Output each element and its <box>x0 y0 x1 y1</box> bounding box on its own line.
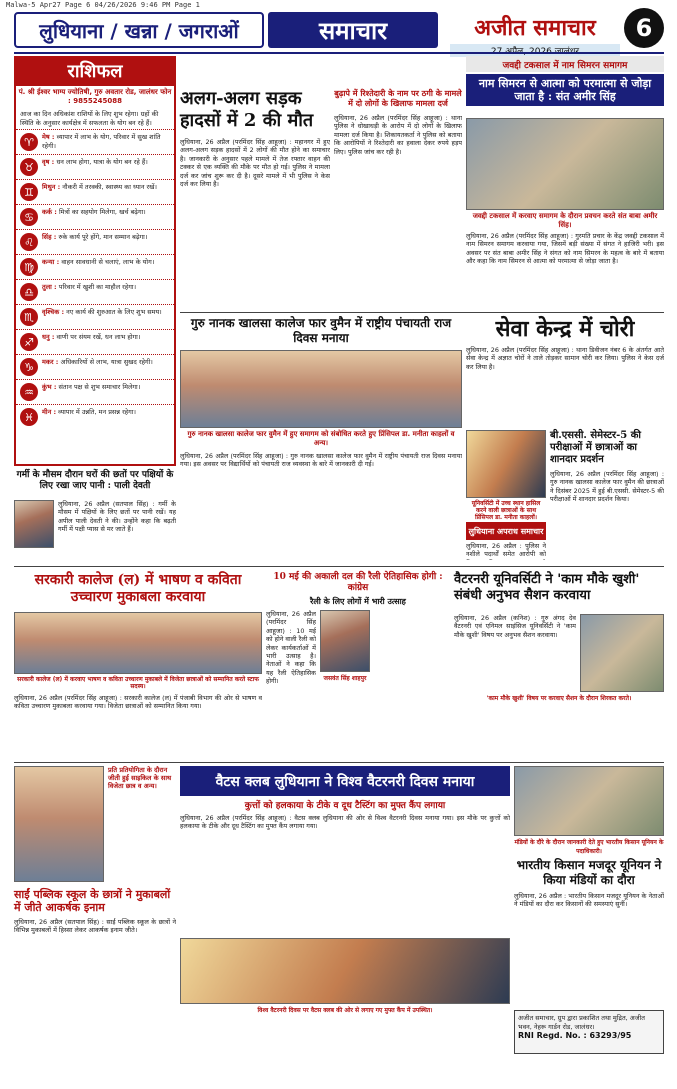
debate-photo <box>14 612 262 674</box>
akali-sub: रैली के लिए लोगों में भारी उत्साह <box>310 596 406 606</box>
footer-box <box>514 1010 664 1054</box>
diwas-headline: गुरु नानक खालसा कालेज फार वुमैन में राष्ट्रीय पंचायती राज दिवस मनाया <box>190 316 452 345</box>
rashifal-item <box>16 304 174 329</box>
samagam-body: लुधियाना, 26 अप्रैल (परमिंदर सिंह आहूजा) : गुरमति प्रचार के केंद्र जवद्दी टकसाल में नाम सिमरन समागम करवाया गया, जिसमें बड़ी संख्या में संगत ने हाजिरी भरी। इस अवसर पर संत बाबा अमीर सिंह ने संगत को नाम सिमरन के महत्व के बारे में बताया और कहा कि नाम सिमरन से आत्मा को परमात्मा से जोड़ा जाता है। <box>466 232 664 266</box>
zodiac-icon: ♏ <box>20 308 38 326</box>
diwas-body: लुधियाना, 26 अप्रैल (परमिंदर सिंह आहूजा) : गुरु नानक खालसा कालेज फार वुमैन में राष्ट्रीय पंचायती राज दिवस मनाया गया। इस अवसर पर विद्यार्थियों को पंचायती राज व्यवस्था के बारे में जानकारी दी गई। <box>180 452 462 469</box>
rashifal-item-name: वृष : <box>42 158 55 166</box>
rashifal-item-desc: नए कार्य की शुरुआत के लिए शुभ समय। <box>66 308 162 316</box>
rashifal-item-name: मिथुन : <box>42 183 61 191</box>
samagam-headline: नाम सिमरन से आत्मा को परमात्मा से जोड़ा जाता है : संत अमीर सिंह <box>466 74 664 106</box>
rashifal-item-desc: रुके कार्य पूरे होंगे, मान सम्मान बढ़ेगा। <box>58 233 148 241</box>
vetday-sub: कुत्तों को हलकाया के टीके व दूध टैस्टिंग का मुफ्त कैंप लगाया <box>244 801 446 811</box>
kisan-caption: मंडियों के दौरे के दौरान जानकारी देते हुए भारतीय किसान यूनियन के पदाधिकारी। <box>514 839 664 855</box>
rashifal-item-desc: वाहन सावधानी से चलाएं, लाभ के योग। <box>61 258 155 266</box>
rashifal-intro: आज का दिन अधिकांश राशियों के लिए शुभ रहेगा। ग्रहों की स्थिति के अनुसार कार्यक्षेत्र में सफलता के योग बन रहे हैं। <box>20 110 159 127</box>
school-caption: प्रति प्रतियोगिता के दौरान जीती हुई साइकिल के साथ विजेता छात्र व अन्य। <box>108 766 172 790</box>
rashifal-item-name: तुला : <box>42 283 57 291</box>
rashifal-item-desc: मित्रों का सहयोग मिलेगा, खर्च बढ़ेगा। <box>58 208 146 216</box>
kisan-body: लुधियाना, 26 अप्रैल : भारतीय किसान मजदूर यूनियन के नेताओं ने मंडियों का दौरा कर किसानों की समस्याएं सुनीं। <box>514 892 664 909</box>
akali-photo <box>320 610 370 672</box>
rashifal-item <box>16 129 174 154</box>
bsc-photo <box>466 430 546 498</box>
akali-caption: जसवंत सिंह शाहपुर <box>323 675 367 682</box>
rashifal-item <box>16 254 174 279</box>
header-rule <box>14 52 664 54</box>
rashifal-item-text <box>42 258 154 267</box>
rashifal-item-desc: नौकरी में तरक्की, स्वास्थ्य का ध्यान रखें। <box>62 183 157 191</box>
brand-name: अजीत समाचार <box>474 15 596 41</box>
rashifal-item-desc: वाणी पर संयम रखें, धन लाभ होगा। <box>56 333 141 341</box>
bsc-caption: यूनिवर्सिटी में उच्च स्थान हासिल करने वाली छात्राओं के साथ प्रिंसिपल डा. मनीता काहलों। <box>471 500 541 521</box>
rashifal-item-text <box>42 283 136 292</box>
rashifal-item-desc: धन लाभ होगा, यात्रा के योग बन रहे हैं। <box>56 158 148 166</box>
rashifal-item-name: मीन : <box>42 408 57 416</box>
rashifal-item-text <box>42 358 153 367</box>
rashifal-item-text <box>42 208 146 217</box>
rashifal-item <box>16 279 174 304</box>
rashifal-title: राशिफल <box>16 58 174 86</box>
vetday-caption: विश्व वैटरनरी दिवस पर वैटस क्लब की ओर से लगाए गए मुफ्त कैंप में उपस्थित। <box>257 1007 433 1014</box>
rashifal-item-name: कुंभ : <box>42 383 57 391</box>
rashifal-item <box>16 379 174 404</box>
rashifal-item-desc: परिवार में खुशी का माहौल रहेगा। <box>58 283 137 291</box>
zodiac-icon: ♍ <box>20 258 38 276</box>
samagam-band: जवद्दी टकसाल में नाम सिमरन समागम <box>466 56 664 72</box>
rashifal-item <box>16 329 174 354</box>
bsc-body: लुधियाना, 26 अप्रैल (परमिंदर सिंह आहूजा) : गुरु नानक खालसा कालेज फार वुमैन की छात्राओं ने दिसंबर 2025 में हुई बी.एससी. सेमेस्टर-5 की परीक्षाओं में शानदार प्रदर्शन किया। <box>550 470 664 504</box>
mid-title: समाचार <box>268 12 438 48</box>
zodiac-icon: ♋ <box>20 208 38 226</box>
arrest-body: लुधियाना, 26 अप्रैल : पुलिस ने नशीले पदार्थों समेत आरोपी को <box>466 542 546 559</box>
vet-body: लुधियाना, 26 अप्रैल (कनिश) : गुरु अंगद देव वैटरनरी एवं एनिमल साइंसिज यूनिवर्सिटी ने 'काम मौके खुशी' विषय पर अनुभव सैशन करवाया। <box>454 614 576 639</box>
zodiac-icon: ♈ <box>20 133 38 151</box>
zodiac-icon: ♒ <box>20 383 38 401</box>
brand-block <box>450 12 620 48</box>
pakhi-body: लुधियाना, 26 अप्रैल (सतपाल सिंह) : गर्मी के मौसम में पक्षियों के लिए छतों पर पानी रखें। यह अपील पाली देवती ने की। उन्होंने कहा कि बढ़ती गर्मी में पक्षी प्यास से मर जाते हैं। <box>58 500 176 534</box>
rashifal-item <box>16 404 174 429</box>
school-body: लुधियाना, 26 अप्रैल (सतपाल सिंह) : साईं पब्लिक स्कूल के छात्रों ने विभिन्न मुकाबलों में हिस्सा लेकर आकर्षक इनाम जीते। <box>14 918 176 935</box>
debate-caption: सरकारी कालेज (ल) में करवाए भाषण व कविता उच्चारण मुकाबले में विजेता छात्राओं को सम्मानित करते स्टाफ सदस्य। <box>17 676 259 690</box>
pakhi-photo <box>14 500 54 548</box>
rashifal-item <box>16 354 174 379</box>
print-meta: Malwa-5 Apr27 Page 6 04/26/2026 9:46 PM Page 1 <box>6 1 200 9</box>
rashifal-box <box>14 56 176 466</box>
rashifal-item-desc: व्यापार में उन्नति, मन प्रसन्न रहेगा। <box>58 408 136 416</box>
rashifal-subtitle: पं. श्री ईश्वर भाग्य ज्योतिषी, गुरु अवतार रोड, जालंधर फोन : 9855245088 <box>18 88 172 105</box>
rashifal-item <box>16 154 174 179</box>
rashifal-item-desc: अधिकारियों से लाभ, यात्रा सुखद रहेगी। <box>60 358 153 366</box>
section-title: लुधियाना / खन्ना / जगराओं <box>14 12 264 48</box>
rashifal-item-text <box>42 408 136 417</box>
rashifal-item-name: धनु : <box>42 333 55 341</box>
fraud-headline: बुढ़ापे में रिश्तेदारी के नाम पर ठगी के मामले में दो लोगों के खिलाफ मामला दर्ज <box>334 88 462 108</box>
divider-1 <box>180 312 664 313</box>
rashifal-item-text <box>42 383 140 392</box>
rashifal-item-name: सिंह : <box>42 233 57 241</box>
vet-headline: वैटरनरी यूनिवर्सिटी ने 'काम मौके खुशी' संबंधी अनुभव सैशन करवाया <box>454 572 640 603</box>
rashifal-item-desc: व्यापार में लाभ के योग, परिवार में सुख शांति रहेगी। <box>42 133 161 150</box>
zodiac-icon: ♎ <box>20 283 38 301</box>
bsc-headline: बी.एससी. सेमेस्टर-5 की परीक्षाओं में छात्राओं का शानदार प्रदर्शन <box>550 430 642 465</box>
akali-body-left: लुधियाना, 26 अप्रैल (परमिंदर सिंह आहूजा) : 10 मई को होने वाली रैली को लेकर कार्यकर्ताओं में भारी उत्साह है। नेताओं ने कहा कि यह रैली ऐतिहासिक होगी। <box>266 610 316 686</box>
zodiac-icon: ♐ <box>20 333 38 351</box>
theft-body: लुधियाना, 26 अप्रैल (परमिंदर सिंह आहूजा) : थाना डिवीजन नंबर 6 के अंतर्गत आते सेवा केन्द्र में अज्ञात चोरों ने ताले तोड़कर सामान चोरी कर लिया। पुलिस ने केस दर्ज कर लिया है। <box>466 346 664 371</box>
arrest-band: लुधियाना अपराध समाचार <box>466 522 546 540</box>
vetday-body: लुधियाना, 26 अप्रैल (परमिंदर सिंह आहूजा) : वैटस क्लब लुधियाना की ओर से विश्व वैटरनरी दिवस मनाया गया। इस मौके पर कुत्तों को हलकाया के टीके और दूध टैस्टिंग का मुफ्त कैंप लगाया गया। <box>180 814 510 831</box>
rashifal-item-desc: संतान पक्ष से शुभ समाचार मिलेगा। <box>58 383 141 391</box>
pakhi-headline: गर्मी के मौसम दौरान घरों की छतों पर पक्षियों के लिए रखा जाए पानी : पाली देवती <box>16 470 174 491</box>
divider-2 <box>14 566 664 567</box>
debate-headline: सरकारी कालेज (ल) में भाषण व कविता उच्चारण मुकाबला करवाया <box>34 572 242 605</box>
rashifal-item-text <box>42 133 170 150</box>
fraud-body: लुधियाना, 26 अप्रैल (परमिंदर सिंह आहूजा) : थाना पुलिस ने धोखाधड़ी के आरोप में दो लोगों के खिलाफ मामला दर्ज किया है। शिकायतकर्ता ने पुलिस को बताया कि आरोपियों ने रिश्तेदारी का हवाला देकर रुपये हड़प लिए। पुलिस जांच कर रही है। <box>334 114 462 156</box>
kisan-photo <box>514 766 664 836</box>
school-headline: साईं पब्लिक स्कूल के छात्रों ने मुकाबलों में जीते आकर्षक इनाम <box>14 888 171 914</box>
samagam-photo <box>466 118 664 210</box>
rashifal-item-name: मेष : <box>42 133 55 141</box>
debate-body: लुधियाना, 26 अप्रैल (परमिंदर सिंह आहूजा) : सरकारी कालेज (ल) में पंजाबी विभाग की ओर से भाषण व कविता उच्चारण मुकाबला करवाया गया। विजेता छात्राओं को सम्मानित किया गया। <box>14 694 262 711</box>
rashifal-item-name: वृश्चिक : <box>42 308 65 316</box>
traffic-headline: अलग-अलग सड़क हादसों में 2 की मौत <box>180 88 314 131</box>
akali-headline: 10 मई की अकाली दल की रैली ऐतिहासिक होगी : कांग्रेस <box>273 572 443 593</box>
rashifal-item-name: मकर : <box>42 358 59 366</box>
zodiac-icon: ♊ <box>20 183 38 201</box>
footer-text: अजीत समाचार, ग्रुप द्वारा प्रकाशित तथा मुद्रित, अजीत भवन, नेहरू गार्डन रोड, जालंधर। <box>518 1014 645 1031</box>
zodiac-icon: ♑ <box>20 358 38 376</box>
vet-caption: 'काम मौके खुशी' विषय पर करवाए सैशन के दौरान शिरकत करते। <box>486 695 632 702</box>
traffic-body: लुधियाना, 26 अप्रैल (परमिंदर सिंह आहूजा) : महानगर में हुए अलग-अलग सड़क हादसों में 2 लोगों की मौत होने का समाचार है। जानकारी के अनुसार पहले मामले में तेज रफ्तार वाहन की टक्कर से एक व्यक्ति की मौके पर मौत हो गई। पुलिस ने मामला दर्ज कर जांच शुरू कर दी है। दूसरे मामले में भी पुलिस ने केस दर्ज कर लिया है। <box>180 138 330 189</box>
zodiac-icon: ♉ <box>20 158 38 176</box>
rashifal-item <box>16 179 174 204</box>
vet-photo <box>580 614 664 692</box>
zodiac-icon: ♌ <box>20 233 38 251</box>
divider-3 <box>14 762 664 763</box>
diwas-caption: गुरु नानक खालसा कालेज फार वुमैन में हुए समागम को संबोधित करते हुए प्रिंसिपल डा. मनीता काहलों व अन्य। <box>187 430 455 447</box>
rashifal-item-text <box>42 183 157 192</box>
rashifal-item-name: कन्या : <box>42 258 60 266</box>
rashifal-list <box>16 129 174 429</box>
rashifal-item <box>16 229 174 254</box>
rashifal-item <box>16 204 174 229</box>
kisan-headline: भारतीय किसान मजदूर यूनियन ने किया मंडियों का दौरा <box>516 858 662 887</box>
footer-reg: RNI Regd. No. : 63293/95 <box>518 1031 632 1040</box>
rashifal-item-text <box>42 308 162 317</box>
rashifal-item-text <box>42 233 147 242</box>
school-photo <box>14 766 104 882</box>
vetday-photo <box>180 938 510 1004</box>
vetday-headline: वैटस क्लब लुधियाना ने विश्व वैटरनरी दिवस मनाया <box>180 766 510 796</box>
rashifal-item-text <box>42 333 140 342</box>
page-number: 6 <box>624 8 664 48</box>
samagam-caption: जवद्दी टकसाल में करवाए समागम के दौरान प्रवचन करते संत बाबा अमीर सिंह। <box>472 212 658 229</box>
diwas-photo <box>180 350 462 428</box>
rashifal-item-text <box>42 158 148 167</box>
zodiac-icon: ♓ <box>20 408 38 426</box>
rashifal-item-name: कर्क : <box>42 208 57 216</box>
theft-headline: सेवा केन्द्र में चोरी <box>495 316 635 342</box>
